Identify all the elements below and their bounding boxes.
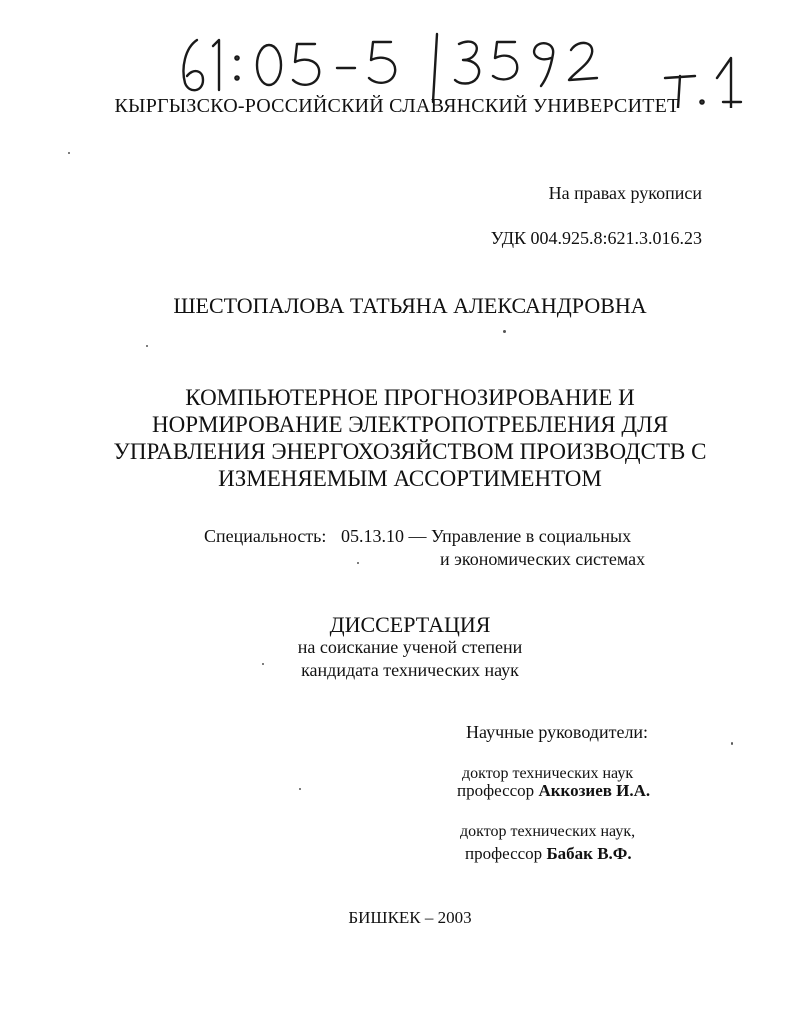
supervisor-1 (457, 781, 650, 801)
supervisor-2 (465, 844, 632, 864)
scan-speck (299, 788, 301, 790)
specialty-name-line: и экономических системах (440, 549, 646, 569)
title-line: ИЗМЕНЯЕМЫМ АССОРТИМЕНТОМ (218, 466, 602, 491)
document-type-heading: ДИССЕРТАЦИЯ (329, 612, 491, 637)
supervisors-heading: Научные руководители: (466, 722, 649, 742)
title-line: НОРМИРОВАНИЕ ЭЛЕКТРОПОТРЕБЛЕНИЯ ДЛЯ (151, 412, 669, 437)
scan-speck (262, 663, 264, 665)
author-name: ШЕСТОПАЛОВА ТАТЬЯНА АЛЕКСАНДРОВНА (173, 293, 647, 318)
city-year: БИШКЕК – 2003 (348, 908, 472, 927)
scan-speck (68, 152, 70, 154)
title-line: УПРАВЛЕНИЯ ЭНЕРГОХОЗЯЙСТВОМ ПРОИЗВОДСТВ С (113, 439, 707, 464)
scan-speck (357, 562, 359, 564)
manuscript-rights-note: На правах рукописи (548, 183, 702, 203)
udk-code: УДК 004.925.8:621.3.016.23 (490, 228, 702, 248)
university-name: КЫРГЫЗСКО-РОССИЙСКИЙ СЛАВЯНСКИЙ УНИВЕРСИТЕТ (114, 95, 680, 117)
scan-speck (731, 742, 733, 745)
degree-line-2: кандидата технических наук (301, 660, 519, 680)
specialty-code-line: 05.13.10 — Управление в социальных (341, 526, 632, 546)
specialty-label: Специальность: (204, 526, 327, 546)
supervisor-2-rank: профессор (465, 844, 543, 863)
supervisor-1-rank: профессор (457, 781, 535, 800)
scan-speck (146, 345, 148, 347)
supervisor-2-degree: доктор технических наук, (460, 823, 636, 840)
supervisor-2-name: Бабак В.Ф. (546, 844, 632, 863)
supervisor-1-degree: доктор технических наук (462, 765, 634, 782)
title-line: КОМПЬЮТЕРНОЕ ПРОГНОЗИРОВАНИЕ И (185, 385, 635, 410)
dissertation-title (0, 384, 794, 492)
supervisor-1-name: Аккозиев И.А. (538, 781, 651, 800)
degree-line-1: на соискание ученой степени (297, 637, 523, 657)
scan-speck (503, 330, 506, 333)
